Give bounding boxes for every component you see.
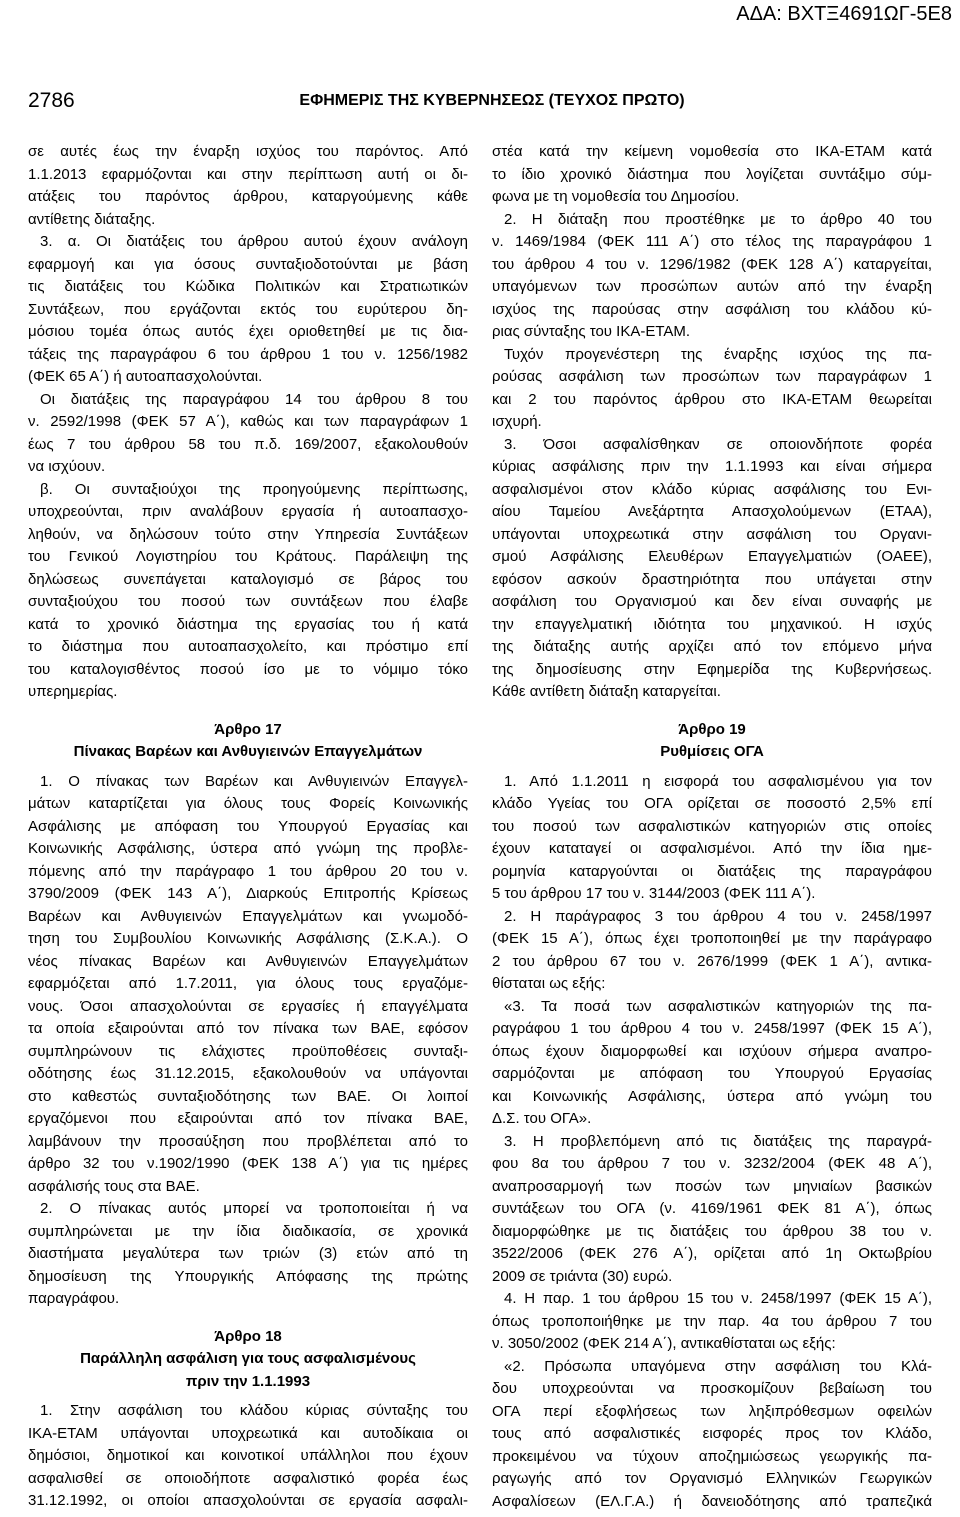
text-line: δημόσιοι, δημοτικοί και κοινοτικοί υπάλληλοι που έχουν (28, 1447, 468, 1464)
text-line: τις διατάξεις του Κώδικα Πολιτικών και Στρατιωτικών (28, 278, 468, 295)
text-line: προκειμένου να τύχουν αποζημιώσεως γεωργικής πα- (492, 1447, 932, 1465)
text-line: ρομηνία καταργούνται οι διατάξεις της παραγράφου (492, 862, 932, 880)
text-line: την επαγγελματική ιδιότητα του μηχανικού. Η ισχύς (492, 615, 932, 633)
text-line: 2 του άρθρου 67 του ν. 2676/1999 (ΦΕΚ 1 Α΄), αντικα- (492, 952, 932, 970)
text-line: 1. Από 1.1.2011 η εισφορά του ασφαλισμένου για τον (504, 772, 932, 790)
text-line: 31.12.1992, οι οποίοι απασχολούνται σε εργασία ασφαλι- (28, 1492, 468, 1509)
paragraph (28, 771, 468, 1199)
text-line: στέα κατά την κείμενη νομοθεσία στο ΙΚΑ-ΕΤΑΜ κατά (492, 143, 932, 160)
text-line: διαστήματα μεγαλύτερα των τριών (3) ετών από τη (28, 1245, 468, 1262)
article-heading (28, 719, 468, 764)
text-line: ν. 3050/2002 (ΦΕΚ 214 Α΄), αντικαθίσταται ως εξής: (492, 1335, 836, 1352)
text-line: ραγωγής από τον Οργανισμό Ελληνικών Γεωργικών (492, 1470, 932, 1487)
text-line: λαμβάνουν την προσαύξηση που προβλέπεται από το (28, 1132, 468, 1150)
text-line: ληθούν, να δηλώσουν τούτο στην Υπηρεσία Συντάξεων (28, 525, 468, 543)
text-line: 3. Όσοι ασφαλίσθηκαν σε οποιονδήποτε φορέα (504, 435, 932, 453)
heading-line: Άρθρο 19 (678, 720, 746, 738)
text-line: υπάγονται υποχρεωτικά στην ασφάλιση του Οργανι- (492, 525, 932, 543)
text-line: του ποσού των ασφαλιστικών κατηγοριών στις οποίες (492, 817, 932, 835)
text-line: κύριας ασφάλισης πριν την 1.1.1993 και είναι σήμερα (492, 458, 932, 475)
heading-line: Παράλληλη ασφάλιση για τους ασφαλισμένους (80, 1350, 416, 1367)
article-heading (28, 1326, 468, 1394)
text-line: μάτων καταρτίζεται για όλους τους Φορείς Κοινωνικής (28, 795, 468, 812)
text-line: πόμενης από την παράγραφο 1 του άρθρου 20 του ν. (28, 862, 468, 880)
text-line: του Γενικού Λογιστηρίου του Κράτους. Παράλειψη της (28, 548, 468, 565)
text-line: δου υποχρεούνται να προσκομίζουν βεβαίωση του (492, 1380, 932, 1397)
text-line: αίου Ταμείου Ανεξάρτητα Απασχολούμενων (ΕΤΑΑ), (492, 503, 932, 520)
text-line: νους. Όσοι απασχολούνται σε εργασίες ή επαγγέλματα (28, 997, 468, 1015)
text-line: «3. Τα ποσά των ασφαλιστικών κατηγοριών της πα- (504, 997, 932, 1015)
text-line: όπως τροποποιήθηκε με την παρ. 4α του άρθρου 7 του (492, 1312, 932, 1330)
text-line: φου 8α του άρθρου 7 του ν. 3232/2004 (ΦΕΚ 48 Α΄), (492, 1155, 932, 1172)
text-line: Ασφάλισης με απόφαση του Υπουργού Εργασίας και (28, 817, 468, 835)
text-line: 2. Ο πίνακας αυτός μπορεί να τροποποιείται ή να (40, 1200, 468, 1217)
text-line: ασφάλισής τους στα ΒΑΕ. (28, 1177, 200, 1195)
text-line: 2. Η παράγραφος 3 του άρθρου 4 του ν. 2458/1997 (504, 907, 932, 925)
text-line: έως 7 του άρθρου 58 του π.δ. 169/2007, εξακολουθούν (28, 435, 468, 453)
text-line: δημοσίευση της Υπουργικής Απόφασης της πρώτης (28, 1267, 468, 1285)
text-line: ισχύος της παρούσας στην ασφάλιση του κλάδου κύ- (492, 300, 932, 318)
text-line: Ασφαλίσεων (ΕΛ.Γ.Α.) ή δανειοδότησης από τραπεζικά (492, 1492, 932, 1510)
text-line: του καταλογισθέντος ποσού ίσο με το νόμιμο τόκο (28, 660, 468, 678)
paragraph (492, 906, 932, 996)
text-line: «2. Πρόσωπα υπαγόμενα στην ασφάλιση του Κλά- (504, 1357, 932, 1375)
text-line: 4. Η παρ. 1 του άρθρου 15 του ν. 2458/1997 (ΦΕΚ 15 Α΄), (504, 1290, 932, 1307)
text-line: συντάξεων του ΟΓΑ (ν. 4169/1961 ΦΕΚ 81 Α΄), όπως (492, 1200, 932, 1217)
left-column (28, 141, 468, 1513)
paragraph (28, 141, 468, 231)
text-line: εφαρμόζεται από 1.7.2011, για όλους τους εργαζόμε- (28, 975, 468, 992)
text-line: ν. 1469/1984 (ΦΕΚ 111 Α΄) στο τέλος της παραγράφου 1 (492, 233, 932, 250)
text-line: εφόσον ασκούν δραστηριότητα που υπάγεται στην (492, 570, 932, 588)
text-line: φωνα με τη νομοθεσία του Δημοσίου. (492, 188, 740, 205)
heading-line: πριν την 1.1.1993 (185, 1372, 311, 1390)
text-line: αντίθετης διάταξης. (28, 210, 156, 228)
heading-line: Άρθρο 18 (214, 1327, 282, 1345)
text-line: ασφάλιση του Οργανισμού και δεν είναι συναφής με (492, 593, 932, 610)
text-line: τα οποία εξαιρούνται από τον πίνακα των ΒΑΕ, εφόσον (28, 1020, 468, 1037)
text-line: παραγράφου. (28, 1290, 120, 1307)
text-line: ριας σύνταξης του ΙΚΑ-ΕΤΑΜ. (492, 323, 691, 340)
text-line: 3. α. Οι διατάξεις του άρθρου αυτού έχουν ανάλογη (40, 233, 468, 250)
text-line: υπαγόμενων των προσώπων αυτών από την έναρξη (492, 278, 932, 295)
paragraph (28, 231, 468, 389)
text-line: εφαρμογή και για όσους συνταξιοδοτούνται με βάση (28, 255, 468, 273)
text-line: Τυχόν προγενέστερη της έναρξης ισχύος της πα- (504, 345, 932, 363)
paragraph (28, 479, 468, 704)
text-line: 5 του άρθρου 17 του ν. 3144/2003 (ΦΕΚ 111 Α΄). (492, 885, 816, 902)
text-line: ατάξεις του παρόντος άρθρου, καταργούμενης κάθε (28, 188, 468, 205)
paragraph (28, 389, 468, 479)
text-line: διαμορφώθηκε με τις διατάξεις του άρθρου 38 του ν. (492, 1222, 932, 1240)
text-line: στο καθεστώς συνταξιοδότησης των ΒΑΕ. Οι λοιποί (28, 1087, 468, 1105)
text-line: 2. Η διάταξη που προστέθηκε με το άρθρο 40 του (504, 210, 932, 228)
text-line: υπερημερίας. (28, 683, 118, 700)
text-line: (ΦΕΚ 65 Α΄) ή αυτοαπασχολούνται. (28, 368, 263, 385)
paragraph (28, 1400, 468, 1513)
text-line: θίσταται ως εξής: (492, 975, 606, 992)
text-line: Κοινωνικής Ασφάλισης, ύστερα από γνώμη της προβλε- (28, 840, 468, 857)
text-line: 1. Ο πίνακας των Βαρέων και Ανθυγιεινών Επαγγελ- (40, 772, 468, 790)
text-line: να ισχύουν. (28, 458, 106, 475)
text-line: της δημοσίευσης στην Εφημερίδα της Κυβερνήσεως. (492, 660, 932, 678)
paragraph (492, 1288, 932, 1356)
text-line: ασφαλισμένοι στον κλάδο κύριας ασφάλισης του Ενι- (492, 480, 932, 498)
text-line: ΙΚΑ-ΕΤΑΜ υπάγονται υποχρεωτικά και αυτοδίκαια οι (28, 1424, 468, 1442)
paragraph (492, 1131, 932, 1289)
text-line: Συντάξεων, που εργάζονται εκτός του ευρύτερου δη- (28, 300, 468, 318)
text-line: ραγράφου 1 του άρθρου 4 του ν. 2458/1997 (ΦΕΚ 15 Α΄), (492, 1020, 932, 1037)
page-number: 2786 (28, 89, 75, 112)
text-line: το διάστημα που αυτοαπασχολείτο, και πρόστιμο επί (28, 638, 468, 655)
text-line: 2009 σε τριάντα (30) ευρώ. (492, 1267, 673, 1285)
paragraph (492, 996, 932, 1131)
text-line: έχουν καταταγεί οι ασφαλισμένοι. Από την ίδια ημε- (492, 840, 932, 857)
paragraph (492, 1356, 932, 1514)
paragraph (492, 141, 932, 209)
text-line: και Κοινωνικής Ασφάλισης, ύστερα από γνώμη του (492, 1087, 932, 1105)
text-line: αναπροσαρμογή των ποσών των μηνιαίων βασικών (492, 1177, 932, 1195)
text-line: ρούσας ασφάλιση των προσώπων των παραγράφων 1 (492, 368, 932, 385)
text-line: συνταξιούχου του ποσού των συντάξεων που έλαβε (28, 593, 468, 610)
paragraph (492, 771, 932, 906)
text-line: σαρμόζονται με απόφαση του Υπουργού Εργασίας (492, 1065, 932, 1082)
text-line: νέος πίνακας Βαρέων και Ανθυγιεινών Επαγγελμάτων (28, 952, 468, 970)
text-line: (ΦΕΚ 15 Α΄), όπως έχει τροποποιηθεί με την παράγραφο (492, 930, 932, 947)
paragraph (492, 434, 932, 704)
text-line: της διάταξης αυτής αρχίζει από τον επόμενο μήνα (492, 638, 932, 655)
text-line: μόσιου τομέα όπως αυτός έχει οριοθετηθεί με τις δια- (28, 323, 468, 340)
text-line: όπως έχουν διαμορφωθεί και ισχύουν σήμερα αναπρο- (492, 1042, 932, 1060)
ada-code: ΑΔΑ: ΒΧΤΞ4691ΩΓ-5Ε8 (736, 3, 952, 25)
text-line: 3. Η προβλεπόμενη από τις διατάξεις της παραγρά- (504, 1132, 932, 1150)
heading-line: Πίνακας Βαρέων και Ανθυγιεινών Επαγγελμάτων (73, 743, 423, 760)
text-line: ν. 2592/1998 (ΦΕΚ 57 Α΄), καθώς και των παραγράφων 1 (28, 413, 468, 430)
article-heading (492, 719, 932, 764)
text-line: τους από ασφαλιστικές εισφορές προς τον Κλάδο, (492, 1425, 932, 1442)
paragraph (28, 1198, 468, 1311)
heading-line: Ρυθμίσεις ΟΓΑ (660, 743, 764, 760)
text-line: ασφαλισθεί σε οποιοδήποτε ασφαλιστικό φορέα έως (28, 1469, 468, 1487)
paragraph (492, 344, 932, 434)
text-line: 1. Στην ασφάλιση του κλάδου κύριας σύνταξης του (40, 1402, 468, 1419)
text-line: τάξεις της παραγράφου 6 του άρθρου 1 του ν. 1256/1982 (28, 345, 468, 363)
text-line: συμπληρώνεται με την ίδια διαδικασία, σε χρονικά (28, 1222, 468, 1240)
text-line: εργαζόμενοι που εξαιρούνται από τον πίνακα ΒΑΕ, (28, 1110, 468, 1127)
text-line: Δ.Σ. του ΟΓΑ». (492, 1110, 592, 1127)
text-line: άρθρο 32 του ν.1902/1990 (ΦΕΚ 138 Α΄) για τις ημέρες (28, 1155, 468, 1172)
text-line: Κάθε αντίθετη διάταξη καταργείται. (492, 683, 721, 700)
text-line: ΟΓΑ περί εξοφλήσεως των ληξιπρόθεσμων οφειλών (492, 1402, 932, 1420)
text-line: 3790/2009 (ΦΕΚ 143 Α΄), Διαρκούς Επιτροπής Κρίσεως (28, 885, 468, 902)
text-line: 3522/2006 (ΦΕΚ 276 Α΄), ορίζεται από 1η Οκτωβρίου (492, 1245, 932, 1262)
text-line: Βαρέων και Ανθυγιεινών Επαγγελμάτων και γνωμοδό- (28, 907, 468, 925)
text-line: δηλώσεως συνεπάγεται καταλογισμό σε βάρος του (28, 570, 468, 588)
text-line: Οι διατάξεις της παραγράφου 14 του άρθρου 8 του (40, 390, 468, 408)
text-line: τηση του Συμβουλίου Κοινωνικής Ασφάλισης (Σ.Κ.Α.). Ο (28, 930, 468, 947)
text-line: σε αυτές έως την έναρξη ισχύος του παρόντος. Από (28, 143, 468, 160)
text-line: 1.1.2013 εφαρμόζονται και στην περίπτωση αυτή οι δι- (28, 165, 468, 183)
text-line: συμπληρώνουν τις ελάχιστες προϋποθέσεις συνταξι- (28, 1042, 468, 1060)
right-column (492, 141, 932, 1513)
text-line: του άρθρου 4 του ν. 1296/1982 (ΦΕΚ 128 Α΄) καταργείται, (492, 255, 932, 273)
text-line: το ίδιο χρονικό διάστημα που λογίζεται συντάξιμο σύμ- (492, 165, 932, 183)
gazette-title: ΕΦΗΜΕΡΙΣ ΤΗΣ ΚΥΒΕΡΝΗΣΕΩΣ (ΤΕΥΧΟΣ ΠΡΩΤΟ) (299, 92, 685, 109)
paragraph (492, 209, 932, 344)
text-line: ισχυρή. (492, 413, 542, 430)
text-line: σμού Ασφάλισης Ελευθέρων Επαγγελματιών (ΟΑΕΕ), (492, 548, 932, 565)
text-line: οδότησης έως 31.12.2015, εξακολουθούν να υπάγονται (28, 1065, 468, 1082)
text-line: και 2 του παρόντος άρθρου στο ΙΚΑ-ΕΤΑΜ θεωρείται (492, 390, 932, 408)
text-line: β. Οι συνταξιούχοι της προηγούμενης περίπτωσης, (40, 480, 468, 498)
text-line: υποχρεούνται, πριν αναλάβουν εργασία ή αυτοαπασχο- (28, 503, 468, 520)
heading-line: Άρθρο 17 (214, 720, 282, 738)
text-line: κλάδο Υγείας του ΟΓΑ ορίζεται σε ποσοστό 2,5% επί (492, 795, 932, 812)
text-line: κατά το χρονικό διάστημα της εργασίας του ή κατά (28, 615, 468, 633)
